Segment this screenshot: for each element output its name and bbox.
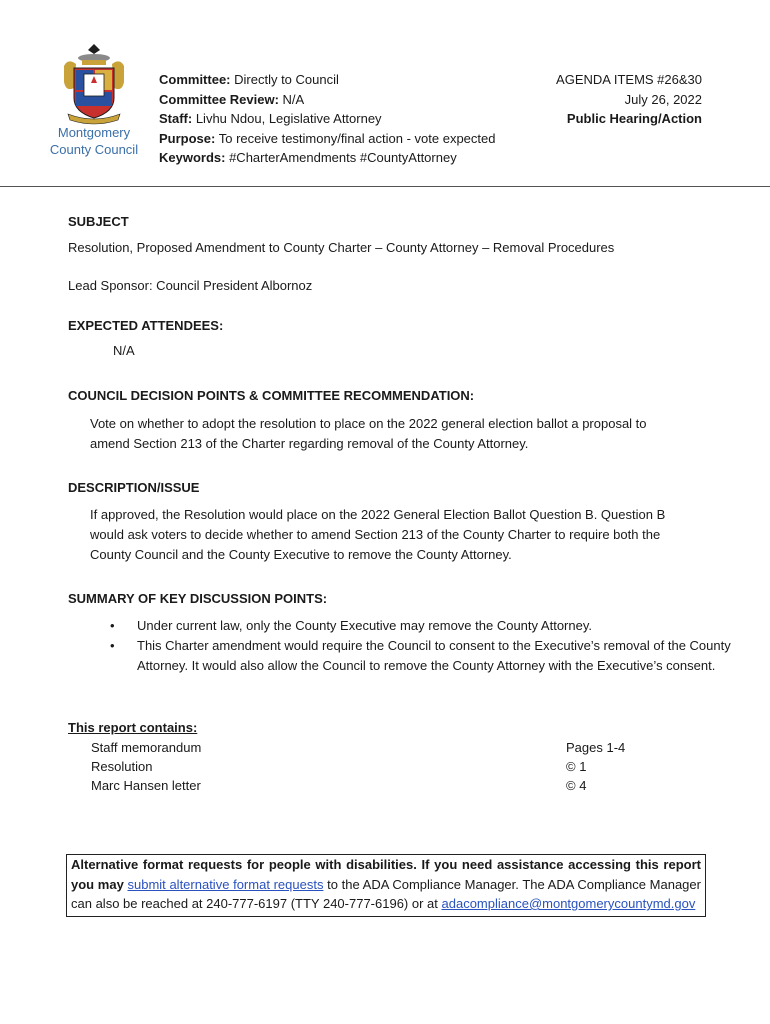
- decision-line2: amend Section 213 of the Charter regarding removal of the County Attorney.: [90, 436, 529, 451]
- list-item: [110, 636, 757, 676]
- notice-bold-text: Alternative format requests for people with disabilities. If you need assistance accessing this report you may: [71, 857, 701, 892]
- attendees-heading: EXPECTED ATTENDEES:: [68, 318, 224, 333]
- bullet-icon: •: [110, 638, 115, 653]
- description-line1: If approved, the Resolution would place on the 2022 General Election Ballot Question B. Question B: [90, 507, 666, 522]
- attendees-value: N/A: [113, 343, 135, 358]
- meta-review-value: N/A: [278, 91, 305, 107]
- contents-item-name: Staff memorandum: [91, 740, 202, 755]
- page-header: [0, 0, 770, 187]
- county-seal-icon: [58, 42, 130, 128]
- contents-item-page: © 1: [566, 759, 587, 774]
- meta-committee-value: Directly to Council: [230, 72, 339, 87]
- meta-staff: [159, 109, 495, 129]
- meta-purpose-value: To receive testimony/final action - vote expected: [215, 130, 496, 146]
- summary-heading: SUMMARY OF KEY DISCUSSION POINTS:: [68, 591, 328, 606]
- accessibility-notice: [66, 854, 706, 917]
- description-line3: County Council and the County Executive to remove the County Attorney.: [90, 547, 512, 562]
- notice-text: to the ADA Compliance Manager. The ADA Compliance Manager can also be reached at 240-777-6197 (TTY 240-777-6196) or at: [71, 876, 701, 911]
- subject-heading: SUBJECT: [68, 214, 129, 229]
- org-name-line2: County Council: [49, 142, 139, 157]
- contents-item-name: Resolution: [91, 759, 153, 774]
- contents-heading: This report contains:: [68, 720, 198, 735]
- lead-sponsor: Lead Sponsor: Council President Albornoz: [68, 278, 313, 293]
- list-item: [110, 616, 757, 636]
- agenda-items: AGENDA ITEMS #26&30: [556, 72, 702, 87]
- contents-item-name: Marc Hansen letter: [91, 778, 201, 793]
- meta-review: [159, 90, 495, 110]
- contents-item-page: © 4: [566, 778, 587, 793]
- decision-line1: Vote on whether to adopt the resolution to place on the 2022 general election ballot a proposal to: [90, 416, 647, 431]
- summary-bullet-text: Under current law, only the County Executive may remove the County Attorney.: [137, 618, 592, 633]
- agenda-date: July 26, 2022: [624, 91, 702, 107]
- summary-list: [90, 616, 757, 676]
- org-name: [40, 124, 148, 158]
- meeting-meta: [159, 70, 495, 168]
- contents-item-page: Pages 1-4: [566, 740, 626, 755]
- meta-review-label: Committee Review:: [159, 91, 279, 107]
- decision-heading: COUNCIL DECISION POINTS & COMMITTEE RECOMMENDATION:: [68, 388, 475, 403]
- agenda-info: [556, 70, 702, 129]
- meta-keywords-label: Keywords:: [159, 150, 226, 165]
- description-line2: would ask voters to decide whether to amend Section 213 of the County Charter to require both the: [90, 527, 661, 542]
- description-heading: DESCRIPTION/ISSUE: [68, 480, 200, 495]
- ada-email-link[interactable]: adacompliance@montgomerycountymd.gov: [441, 896, 696, 911]
- meta-staff-value: Livhu Ndou, Legislative Attorney: [192, 111, 382, 126]
- meta-keywords: [159, 148, 495, 168]
- meta-committee: [159, 70, 495, 90]
- summary-bullet-text: This Charter amendment would require the Council to consent to the Executive’s removal of the County Attorney. It would also allow the Council to remove the County Attorney with the Executive’s consent.: [137, 638, 731, 673]
- agenda-type: Public Hearing/Action: [566, 111, 702, 126]
- meta-keywords-value: #CharterAmendments #CountyAttorney: [225, 150, 457, 165]
- meta-staff-label: Staff:: [159, 111, 193, 126]
- meta-committee-label: Committee:: [159, 72, 231, 87]
- meta-purpose: [159, 129, 495, 149]
- meta-purpose-label: Purpose:: [159, 130, 216, 146]
- subject-text: Resolution, Proposed Amendment to County Charter – County Attorney – Removal Procedures: [68, 240, 615, 255]
- bullet-icon: •: [110, 618, 115, 633]
- alternative-format-link[interactable]: submit alternative format requests: [127, 876, 324, 892]
- org-name-line1: Montgomery: [57, 125, 131, 140]
